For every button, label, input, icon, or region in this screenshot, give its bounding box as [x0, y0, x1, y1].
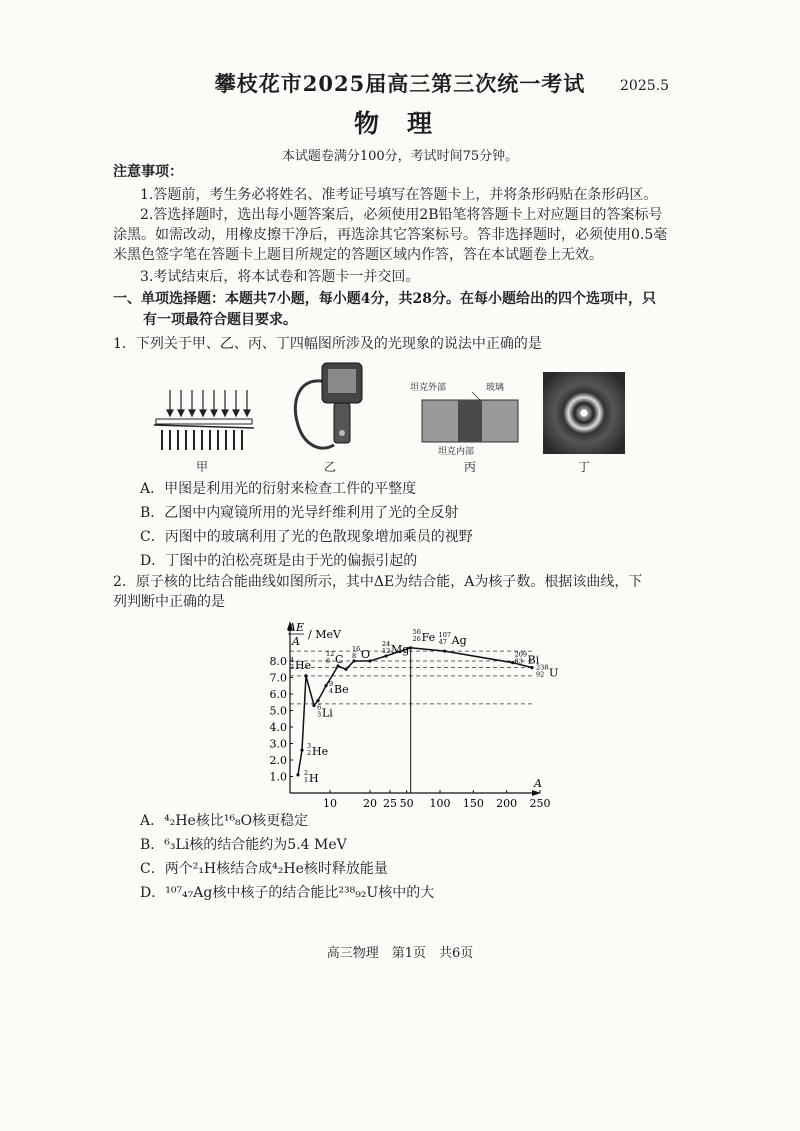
y-tick-label: 5.0	[269, 704, 287, 718]
q1-option-c: C．丙图中的玻璃利用了光的色散现象增加乘员的视野	[140, 529, 473, 545]
atomic-number: 8	[352, 652, 357, 660]
element-symbol: He	[312, 745, 329, 759]
glass-label: 玻璃	[486, 383, 505, 393]
element-symbol: Mg	[391, 643, 410, 657]
y-tick-label: 1.0	[269, 770, 287, 784]
y-tick-label: 2.0	[269, 754, 287, 767]
x-label: A	[534, 777, 542, 790]
mass-number: 24	[382, 640, 391, 649]
element-symbol: Ag	[451, 634, 467, 648]
nuclide-label-Fe56	[413, 628, 436, 644]
data-point	[300, 749, 303, 752]
glass-block	[458, 400, 482, 442]
element-symbol: H	[309, 771, 319, 785]
element-symbol: O	[361, 648, 371, 661]
y-tick-label: 8.0	[269, 655, 287, 668]
figure-ding	[543, 372, 625, 454]
data-point	[304, 674, 307, 677]
notice-item-2: 2.答选择题时，选出每小题答案后，必须使用2B铅笔将答题卡上对应题目的答案标号涂黑。如需改动，用橡皮擦干净后，再选涂其它答案标号。答非选择题时，必须使用0.5毫米黑色签字笔在答题卡上题目所规定的答题区域内作答，答在本试题卷上无效。	[113, 207, 668, 263]
figure-bing	[420, 392, 522, 444]
q1-option-a: A．甲图是利用光的衍射来检查工件的平整度	[140, 481, 417, 497]
mass-number: 3	[307, 742, 312, 751]
data-point	[324, 684, 327, 687]
x-tick-label: 250	[529, 797, 551, 810]
q1-stem: 1．下列关于甲、乙、丙、丁四幅图所涉及的光现象的说法中正确的是	[113, 336, 542, 352]
figure-yi-label: 乙	[323, 460, 336, 474]
mass-number: 16	[352, 645, 361, 653]
element-symbol: Bi	[527, 653, 540, 667]
fringe-pattern	[162, 430, 242, 450]
y-tick-label: 4.0	[269, 721, 287, 734]
q2-stem: 2．原子核的比结合能曲线如图所示，其中ΔE为结合能，A为核子数。根据该曲线，下列判断中正确的是	[113, 574, 643, 610]
atomic-number: 3	[317, 710, 322, 719]
section-heading-line2: 有一项最符合题目要求。	[143, 312, 297, 328]
q2-option-d: D．¹⁰⁷₄₇Ag核中核子的结合能比²³⁸₉₂U核中的大	[140, 885, 435, 901]
element-symbol: Be	[334, 682, 349, 696]
notice-heading: 注意事项：	[113, 164, 183, 180]
nuclide-label-O16	[352, 645, 370, 661]
x-tick-label: 100	[429, 797, 451, 810]
x-tick-label: 50	[399, 797, 414, 810]
atomic-number: 12	[382, 647, 391, 656]
page-footer: 高三物理 第1页 共6页	[326, 946, 474, 961]
data-point	[296, 773, 299, 776]
handle-button-icon	[339, 430, 345, 436]
q2-option-c: C．两个²₁H核结合成⁴₂He核时释放能量	[140, 861, 388, 877]
atomic-number: 6	[326, 656, 331, 665]
mass-number: 6	[317, 703, 322, 712]
y-tick-label: 7.0	[269, 671, 287, 685]
y-tick-label: 3.0	[269, 737, 287, 751]
figure-bing-label: 丙	[463, 460, 476, 474]
mass-number: 4	[290, 655, 295, 664]
element-symbol: Fe	[421, 630, 436, 644]
q1-option-d: D．丁图中的泊松亮斑是由于光的偏振引起的	[140, 553, 418, 569]
nuclide-label-Be9	[329, 680, 349, 696]
binding-energy-chart	[260, 615, 559, 810]
x-tick-label: 200	[496, 797, 518, 810]
workpiece-top	[154, 425, 254, 428]
figure-jia	[152, 388, 256, 454]
notice-item-3: 3.考试结束后，将本试卷和答题卡一并交回。	[140, 269, 420, 285]
nuclide-label-Ag107	[439, 631, 467, 647]
tank-outer-label: 坦克外部	[410, 383, 447, 393]
mass-number: 12	[326, 649, 335, 658]
mass-number: 238	[536, 663, 549, 672]
subject-title: 物理	[353, 109, 460, 138]
data-point	[312, 704, 315, 707]
atomic-number: 83	[514, 657, 523, 666]
atomic-number: 47	[438, 638, 447, 647]
notice-item-1: 1.答题前，考生务必将姓名、准考证号填写在答题卡上，并将条形码贴在条形码区。	[140, 187, 658, 203]
nuclide-label-H2	[304, 769, 319, 785]
element-symbol: Li	[322, 706, 333, 720]
q1-option-b: B．乙图中内窥镜所用的光导纤维利用了光的全反射	[140, 505, 459, 521]
data-point	[409, 646, 412, 649]
y-tick-label: 6.0	[269, 688, 287, 701]
q2-option-a: A．⁴₂He核比¹⁶₈O核更稳定	[140, 813, 309, 829]
y-label-denominator: A	[292, 635, 300, 648]
standard-plate	[156, 419, 252, 424]
nuclide-label-U238	[536, 664, 558, 680]
nuclide-label-C12	[326, 650, 343, 666]
x-tick-label: 25	[383, 797, 397, 810]
section-heading	[113, 289, 673, 331]
nuclide-label-He4	[290, 656, 311, 672]
atomic-number: 2	[307, 749, 312, 758]
y-unit: / MeV	[308, 628, 341, 641]
nuclide-label-He3	[307, 742, 328, 758]
atomic-number: 92	[536, 670, 545, 679]
score-note: 本试题卷满分100分，考试时间75分钟。	[281, 149, 519, 164]
data-point	[316, 699, 319, 702]
atomic-number: 26	[412, 634, 421, 643]
nuclide-label-Mg24	[382, 640, 409, 656]
x-tick-label: 150	[462, 797, 484, 810]
atomic-number: 2	[290, 662, 295, 671]
endoscope-handle	[334, 403, 350, 443]
mass-number: 107	[438, 631, 452, 640]
tank-inner-label: 坦克内部	[438, 447, 475, 457]
element-symbol: C	[335, 652, 344, 666]
mass-number: 2	[304, 768, 309, 777]
atomic-number: 4	[329, 686, 334, 695]
mass-number: 56	[412, 627, 421, 636]
incident-arrows	[167, 390, 250, 416]
atomic-number: 1	[304, 775, 309, 784]
figure-jia-label: 甲	[195, 460, 208, 474]
mass-number: 9	[329, 679, 334, 688]
element-symbol: He	[295, 658, 312, 672]
data-point	[443, 650, 446, 653]
figure-ding-label: 丁	[577, 460, 590, 474]
endoscope-screen	[328, 369, 356, 393]
mass-number: 209	[514, 650, 528, 659]
poisson-bright-spot	[581, 410, 588, 417]
x-tick-label: 20	[363, 797, 377, 810]
figure-yi	[290, 355, 370, 455]
y-label-numerator: ΔE	[288, 621, 304, 634]
exam-date: 2025.5	[620, 78, 669, 94]
section-heading-line1: 一、单项选择题：本题共7小题，每小题4分，共28分。在每小题给出的四个选项中，只	[113, 291, 656, 307]
data-point	[344, 668, 347, 671]
binding-energy-curve	[298, 648, 532, 775]
nuclide-label-Li6	[317, 704, 333, 720]
x-tick-label: 10	[323, 797, 337, 810]
q2-option-b: B．⁶₃Li核的结合能约为5.4 MeV	[140, 837, 347, 853]
exam-title: 攀枝花市2025届高三第三次统一考试	[214, 71, 586, 96]
element-symbol: U	[549, 666, 559, 680]
